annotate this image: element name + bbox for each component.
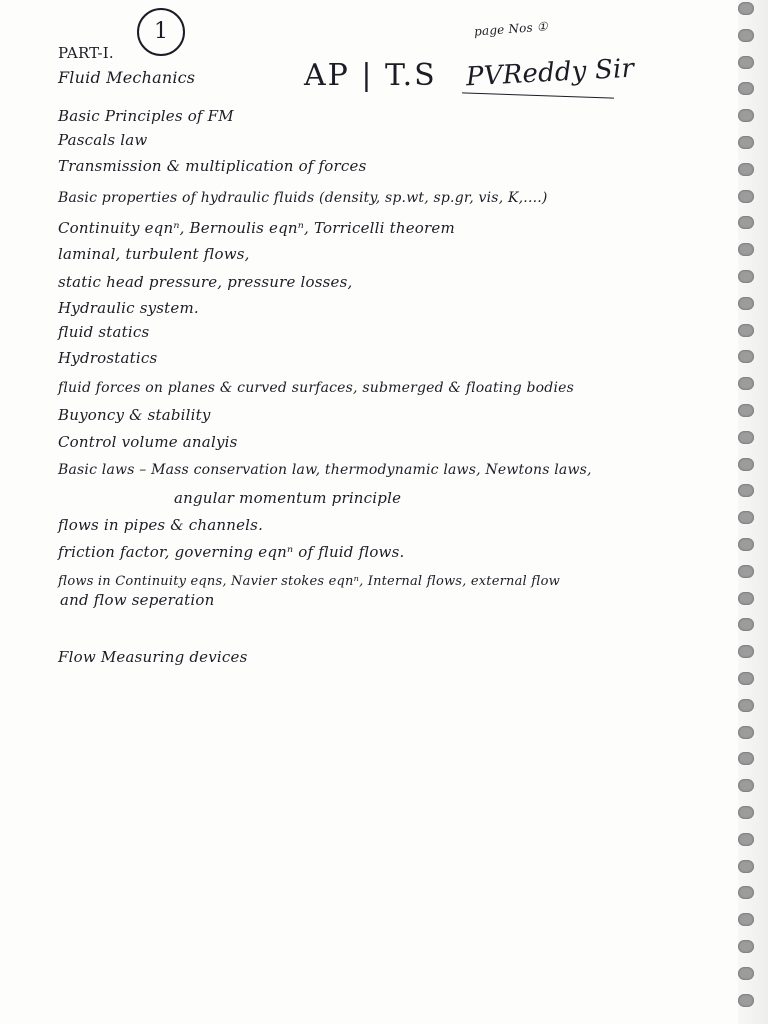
binding-hole — [738, 216, 754, 229]
binding-hole — [738, 592, 754, 605]
binding-hole — [738, 136, 754, 149]
binding-hole — [738, 484, 754, 497]
binding-hole — [738, 538, 754, 551]
binding-hole — [738, 913, 754, 926]
binding-hole — [738, 458, 754, 471]
topic-line: flows in Continuity eqns, Navier stokes eqnⁿ, Internal flows, external flow — [58, 574, 560, 589]
binding-hole — [738, 806, 754, 819]
binding-hole — [738, 377, 754, 390]
binding-hole — [738, 324, 754, 337]
binding-hole — [738, 886, 754, 899]
binding-hole — [738, 618, 754, 631]
binding-hole — [738, 967, 754, 980]
binding-hole — [738, 2, 754, 15]
topic-line: friction factor, governing eqnⁿ of fluid flows. — [58, 543, 405, 561]
binding-hole — [738, 29, 754, 42]
binding-hole — [738, 726, 754, 739]
exam-label: AP | T.S — [304, 58, 437, 93]
binding-hole — [738, 833, 754, 846]
topic-line: Buyoncy & stability — [58, 406, 211, 424]
binding-hole — [738, 752, 754, 765]
subject-title: Fluid Mechanics — [58, 68, 196, 87]
binding-hole — [738, 270, 754, 283]
binding-hole — [738, 243, 754, 256]
binding-hole — [738, 565, 754, 578]
topic-line: static head pressure, pressure losses, — [58, 273, 353, 291]
binding-hole — [738, 431, 754, 444]
circled-page-number: 1 — [137, 8, 185, 56]
topic-line: Basic properties of hydraulic fluids (density, sp.wt, sp.gr, vis, K,....) — [58, 190, 548, 206]
teacher-underline — [462, 92, 614, 98]
spiral-binding — [738, 0, 768, 1024]
binding-hole — [738, 404, 754, 417]
binding-hole — [738, 994, 754, 1007]
topic-line: Flow Measuring devices — [58, 648, 248, 666]
binding-hole — [738, 82, 754, 95]
binding-hole — [738, 109, 754, 122]
binding-hole — [738, 190, 754, 203]
topic-line: Continuity eqnⁿ, Bernoulis eqnⁿ, Torricelli theorem — [58, 219, 455, 237]
topic-line: Pascals law — [58, 131, 148, 149]
teacher-name: PVReddy Sir — [465, 53, 635, 93]
page-number-label: page Nos ① — [473, 19, 549, 39]
topic-line: Basic Principles of FM — [58, 107, 234, 125]
topic-line: fluid statics — [58, 323, 150, 341]
binding-hole — [738, 163, 754, 176]
topic-line: Hydraulic system. — [58, 299, 199, 317]
topic-line: flows in pipes & channels. — [58, 516, 264, 534]
binding-hole — [738, 56, 754, 69]
binding-hole — [738, 297, 754, 310]
topic-line: and flow seperation — [60, 591, 215, 609]
part-label: PART-I. — [58, 44, 114, 62]
binding-hole — [738, 779, 754, 792]
topic-line: Hydrostatics — [58, 349, 158, 367]
topic-line: angular momentum principle — [174, 489, 402, 507]
topic-line: Control volume analyis — [58, 433, 238, 451]
binding-hole — [738, 645, 754, 658]
topic-line: laminal, turbulent flows, — [58, 245, 250, 263]
binding-hole — [738, 350, 754, 363]
binding-hole — [738, 940, 754, 953]
binding-hole — [738, 511, 754, 524]
binding-hole — [738, 672, 754, 685]
topic-line: Basic laws – Mass conservation law, thermodynamic laws, Newtons laws, — [58, 462, 592, 478]
binding-hole — [738, 860, 754, 873]
topic-line: Transmission & multiplication of forces — [58, 157, 367, 175]
binding-hole — [738, 699, 754, 712]
topic-line: fluid forces on planes & curved surfaces, submerged & floating bodies — [58, 380, 575, 396]
